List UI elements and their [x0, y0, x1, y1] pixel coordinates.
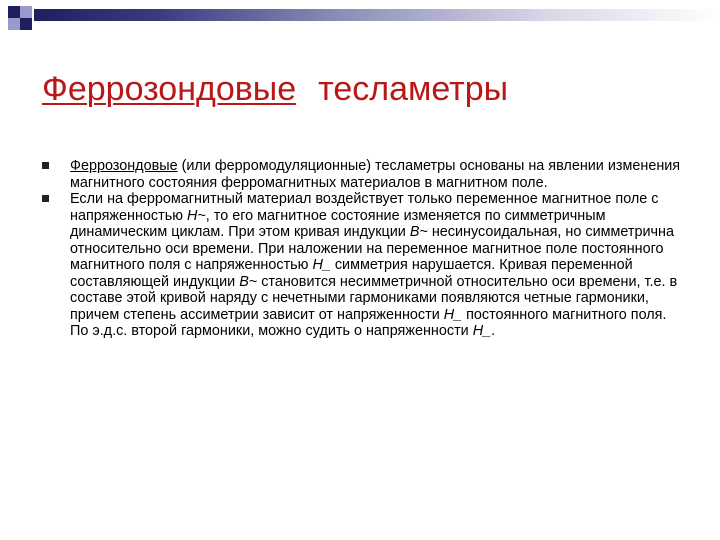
decor-gradient-bar: [34, 9, 720, 21]
bullet-marker-icon: [42, 162, 49, 169]
bullet-item-2: [42, 191, 682, 340]
decor-square-2: [20, 6, 32, 18]
variable-h-constant: H_: [443, 306, 463, 323]
bullet-text: Если на ферромагнитный материал воздействует только переменное магнитное поле с напряженностью: [70, 191, 659, 224]
bullet-list: [42, 158, 682, 340]
slide-title-rest: тесламетры: [318, 70, 509, 108]
bullet-text: симметрия нарушается. Кривая переменной составляющей индукции: [70, 257, 633, 290]
bullet-marker-icon: [42, 195, 49, 202]
bullet-text: становится несимметричной относительно оси времени, т.е. в составе этой кривой наряду с нечетными гармониками появляются четные гармоники, причем степень ассиметрии зависит от напряженности: [70, 273, 678, 323]
decor-square-1: [8, 6, 20, 18]
decor-square-4: [20, 18, 32, 30]
variable-b-alternating: B~: [239, 273, 258, 290]
slide-title: [42, 70, 508, 109]
variable-h-constant: H_: [472, 323, 492, 339]
bullet-text: (или ферромодуляционные) тесламетры основаны на явлении изменения магнитного состояния ферромагнитных материалов в магнитном поле.: [70, 158, 681, 191]
bullet-item-1: [42, 158, 682, 191]
bullet-text: .: [491, 323, 496, 339]
bullet-text: постоянного магнитного поля. По э.д.с. второй гармоники, можно судить о напряженности: [70, 306, 667, 339]
decorative-header-bar: [0, 0, 720, 40]
variable-h-constant: H_: [312, 257, 331, 273]
variable-b-alternating: B~: [409, 224, 428, 240]
slide-title-link[interactable]: Феррозондовые: [42, 70, 297, 108]
bullet-text: , то его магнитное состояние изменяется по симметричным динамическим циклам. При этом кривая индукции: [70, 207, 606, 240]
term-link[interactable]: Феррозондовые: [70, 158, 178, 174]
variable-h-alternating: H~: [186, 207, 206, 224]
bullet-text: несинусоидальная, но симметрична относительно оси времени. При наложении на переменное магнитное поле постоянного магнитного поля с напряженностью: [70, 224, 675, 273]
decor-square-3: [8, 18, 20, 30]
